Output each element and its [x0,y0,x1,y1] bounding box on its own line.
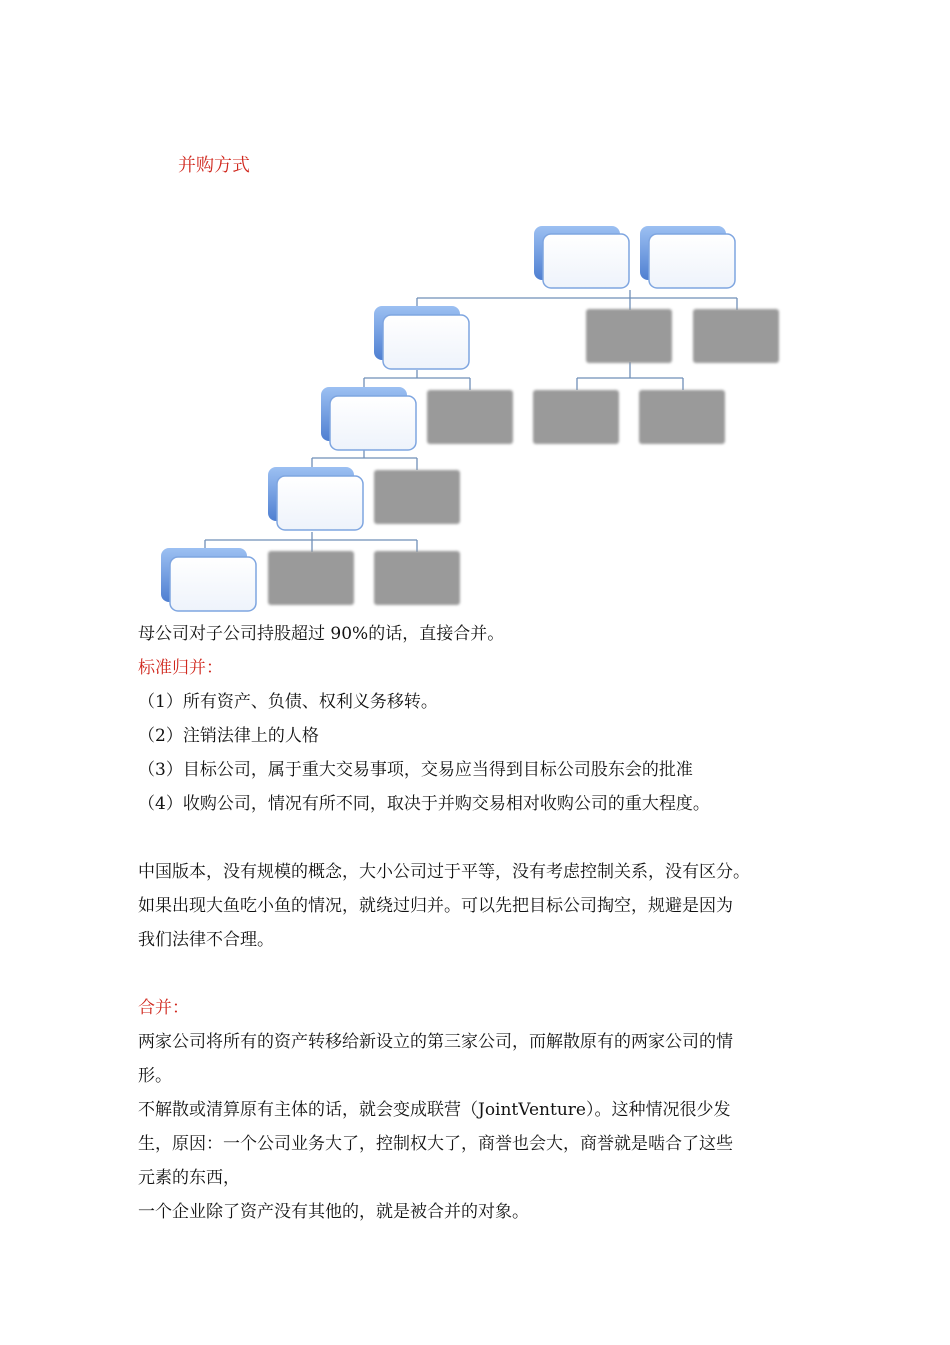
paragraph-line: 生，原因：一个公司业务大了，控制权大了，商誉也会大，商誉就是啮合了这些 [138,1134,733,1154]
paragraph-line: 两家公司将所有的资产转移给新设立的第三家公司，而解散原有的两家公司的情 [138,1032,733,1052]
paragraph-line: 一个企业除了资产没有其他的，就是被合并的对象。 [138,1202,529,1222]
paragraph-line: 形。 [138,1066,172,1086]
box-top-b [640,226,735,288]
paragraph-line: 母公司对子公司持股超过 90%的话，直接合并。 [138,624,505,644]
paragraph-line: 元素的东西， [138,1168,240,1188]
paragraph-line: 不解散或清算原有主体的话，就会变成联营（JointVenture）。这种情况很少发 [138,1100,731,1120]
list-item: （2）注销法律上的人格 [138,726,319,746]
page-title: 并购方式 [178,155,250,176]
list-item: （4）收购公司，情况有所不同，取决于并购交易相对收购公司的重大程度。 [138,794,710,814]
box-level3-b [427,390,513,444]
paragraph-line: 如果出现大鱼吃小鱼的情况，就绕过归并。可以先把目标公司掏空，规避是因为 [138,896,733,916]
section-heading-standard-merger: 标准归并： [138,658,223,678]
box-level4-b [374,470,460,524]
section-heading-merger: 合并： [138,998,189,1018]
box-level2-b [586,309,672,363]
list-item: （1）所有资产、负债、权利义务移转。 [138,692,438,712]
box-level4-a [268,467,363,530]
box-level5-b [268,551,354,605]
box-level2-c [693,309,779,363]
box-level5-c [374,551,460,605]
box-level3-a [321,387,416,450]
box-level5-a [161,548,256,611]
box-level3-d [639,390,725,444]
list-item: （3）目标公司，属于重大交易事项，交易应当得到目标公司股东会的批准 [138,760,693,780]
paragraph-line: 中国版本，没有规模的概念，大小公司过于平等，没有考虑控制关系，没有区分。 [138,862,750,882]
paragraph-line: 我们法律不合理。 [138,930,274,950]
box-level2-a [374,306,469,369]
box-top-a [534,226,629,288]
box-level3-c [533,390,619,444]
org-chart-diagram [0,0,950,620]
